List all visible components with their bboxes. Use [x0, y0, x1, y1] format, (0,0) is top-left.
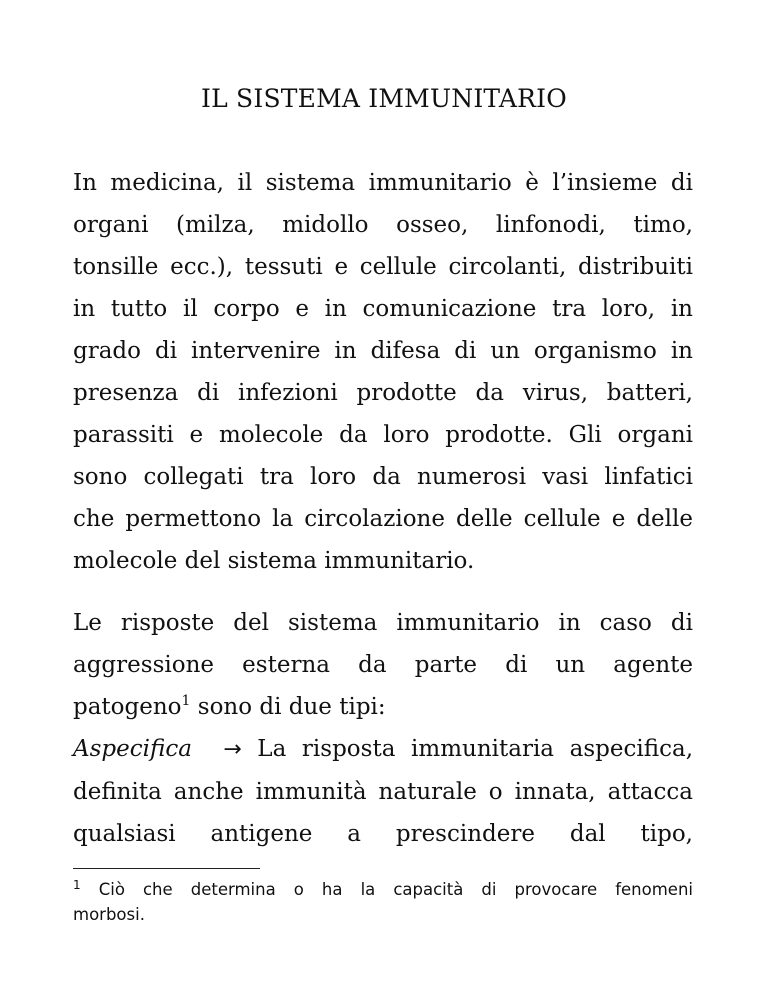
- paragraph-line: tonsille ecc.), tessuti e cellule circolanti, distribuiti: [73, 254, 693, 280]
- paragraph-definition: [73, 162, 693, 582]
- paragraph-line: definita anche immunità naturale o innata, attacca: [73, 779, 693, 805]
- paragraph-line: [73, 728, 693, 771]
- footnote-line: morbosi.: [73, 905, 145, 924]
- paragraph-line: [73, 686, 693, 728]
- footnote-line: [73, 877, 693, 902]
- paragraph-line: che permettono la circolazione delle cellule e delle: [73, 506, 693, 532]
- footnote-marker: 1: [73, 878, 81, 892]
- footnote: [73, 877, 693, 927]
- paragraph-line: parassiti e molecole da loro prodotte. Gli organi: [73, 422, 693, 448]
- paragraph-line-rest: sono di due tipi:: [190, 694, 386, 720]
- paragraph-line: Le risposte del sistema immunitario in caso di: [73, 610, 693, 636]
- paragraph-line: molecole del sistema immunitario.: [73, 548, 475, 574]
- paragraph-line: In medicina, il sistema immunitario è l’insieme di: [73, 170, 693, 196]
- paragraph-line: presenza di infezioni prodotte da virus, batteri,: [73, 380, 693, 406]
- patogeno-word: patogeno: [73, 694, 182, 720]
- paragraph-line: organi (milza, midollo osseo, linfonodi, timo,: [73, 212, 693, 238]
- paragraph-line: aggressione esterna da parte di un agente: [73, 652, 693, 678]
- aspecifica-term: Aspecifica: [73, 736, 192, 762]
- paragraph-line-rest: La risposta immunitaria aspecifica,: [241, 736, 693, 762]
- paragraph-line: qualsiasi antigene a prescindere dal tipo,: [73, 821, 693, 847]
- footnote-text: Ciò che determina o ha la capacità di provocare fenomeni: [80, 880, 693, 899]
- footnote-reference[interactable]: 1: [181, 693, 191, 709]
- page-title: IL SISTEMA IMMUNITARIO: [201, 84, 567, 113]
- paragraph-line: sono collegati tra loro da numerosi vasi linfatici: [73, 464, 693, 490]
- footnote-separator: [73, 868, 260, 869]
- paragraph-line: grado di intervenire in difesa di un organismo in: [73, 338, 693, 364]
- paragraph-line: in tutto il corpo e in comunicazione tra loro, in: [73, 296, 693, 322]
- arrow-right-icon: →: [223, 737, 242, 762]
- paragraph-responses: [73, 602, 693, 855]
